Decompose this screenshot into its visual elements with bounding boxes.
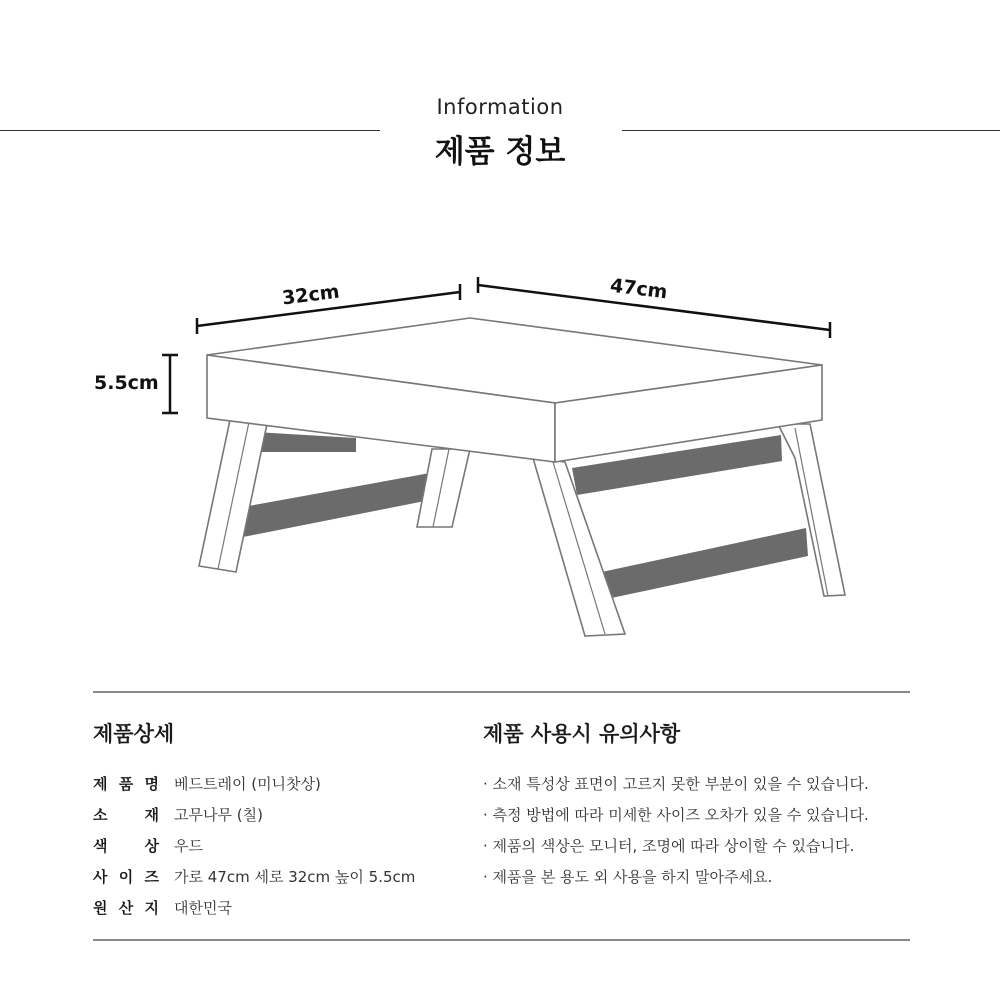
notice-item-3: · 제품의 색상은 모니터, 조명에 따라 상이할 수 있습니다. — [483, 837, 855, 855]
dimension-label-depth: 32cm — [280, 280, 341, 310]
spec-label-material: 소 재 — [93, 806, 159, 824]
header-eyebrow: Information — [436, 95, 564, 119]
notices-heading: 제품 사용시 유의사항 — [483, 722, 681, 746]
dimension-label-height: 5.5cm — [94, 372, 159, 394]
spec-value-color: 우드 — [174, 837, 203, 855]
spec-label-origin: 원 산 지 — [93, 899, 159, 917]
lower-crossbar-right — [597, 528, 808, 600]
spec-value-material: 고무나무 (칠) — [174, 806, 263, 824]
details-heading: 제품상세 — [93, 722, 175, 746]
page-title: 제품 정보 — [434, 134, 566, 170]
section-divider-bottom — [93, 939, 910, 941]
spec-label-size: 사 이 즈 — [93, 868, 159, 886]
notice-item-1: · 소재 특성상 표면이 고르지 못한 부분이 있을 수 있습니다. — [483, 775, 869, 793]
dimension-line-height — [162, 355, 178, 413]
spec-value-origin: 대한민국 — [174, 899, 232, 917]
spec-value-name: 베드트레이 (미니찻상) — [174, 775, 321, 793]
notice-item-4: · 제품을 본 용도 외 사용을 하지 말아주세요. — [483, 868, 773, 886]
spec-label-name: 제 품 명 — [93, 775, 159, 793]
spec-value-size: 가로 47cm 세로 32cm 높이 5.5cm — [174, 868, 416, 886]
lower-crossbar-left — [243, 473, 430, 537]
notice-item-2: · 측정 방법에 따라 미세한 사이즈 오차가 있을 수 있습니다. — [483, 806, 869, 824]
dimension-label-width: 47cm — [608, 274, 669, 304]
back-leg-left — [417, 449, 470, 527]
section-divider-top — [93, 691, 910, 693]
spec-label-color: 색 상 — [93, 837, 159, 855]
